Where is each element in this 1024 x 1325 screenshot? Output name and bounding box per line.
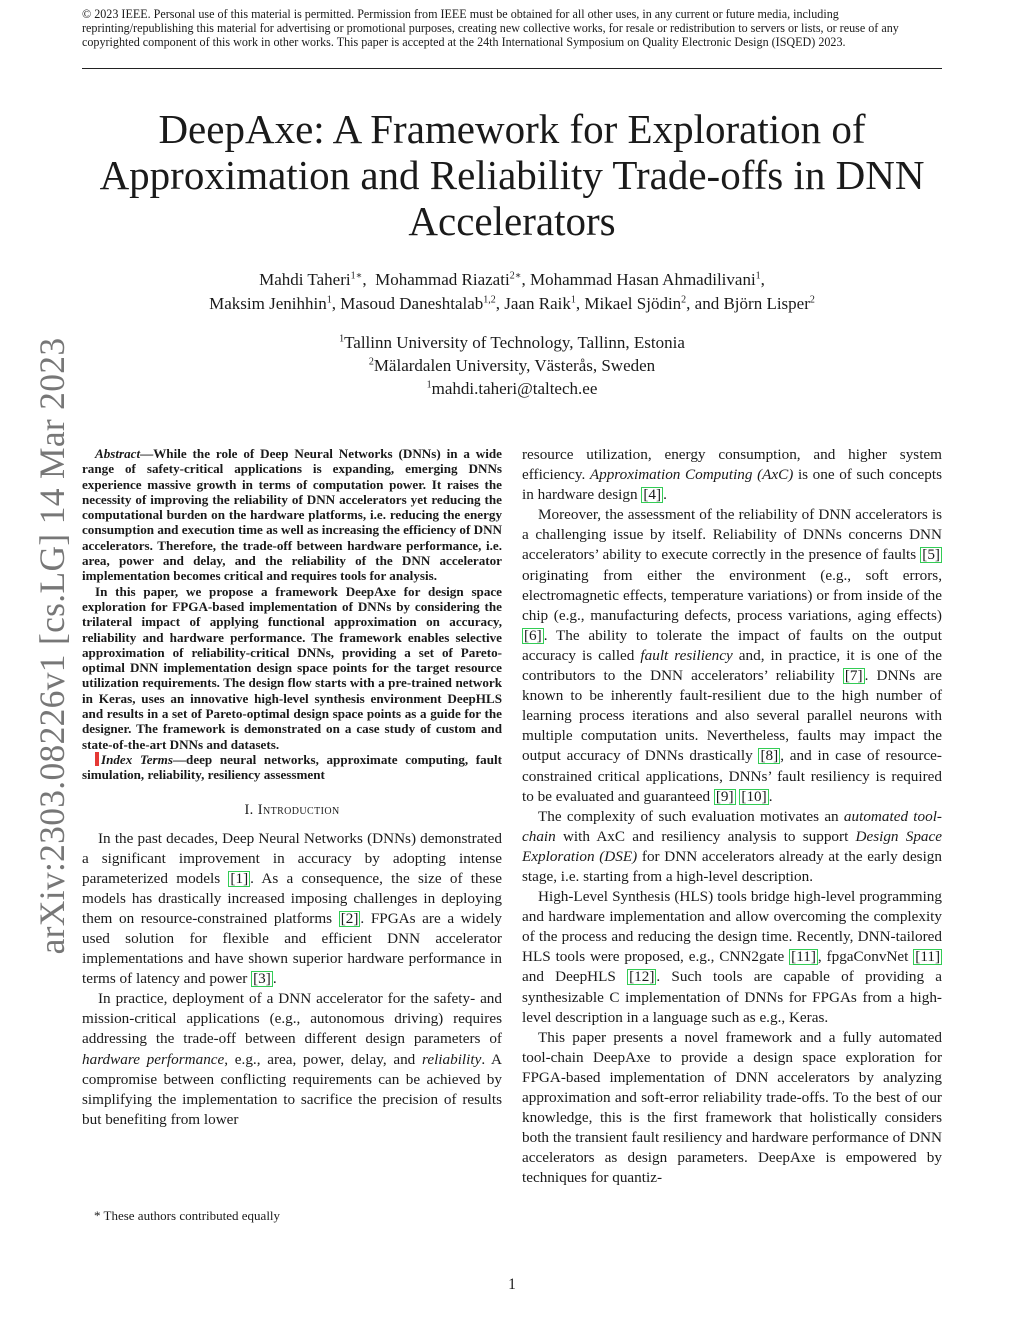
copyright-notice: © 2023 IEEE. Personal use of this material is permitted. Permission from IEEE must be obtained for all other uses, in any current or future media, including reprinting/republishing this material for advertising or promotional purposes, creating new collective works, for resale or redistribution to servers or lists, or reuse of any copyrighted component of this work in other works. This paper is accepted at the 24th International Symposium on Quality Electronic Design (ISQED) 2023.	[82, 7, 899, 50]
page-number: 1	[508, 1276, 516, 1293]
affiliation-mark: 1	[426, 379, 432, 391]
text-run: .	[768, 787, 773, 805]
body-paragraph	[82, 829, 502, 990]
index-terms-text: —deep neural networks, approximate computing, fault simulation, reliability, resiliency assessment	[82, 751, 502, 783]
contact-email[interactable]: mahdi.taheri@taltech.ee	[431, 379, 598, 398]
affiliation-row	[82, 377, 942, 400]
author-name: Björn Lisper	[723, 294, 810, 313]
text-run: resource utilization, energy consumption, and higher system efficiency.	[522, 446, 942, 484]
author-row: Maksim Jenihhin$^1$, Masoud Daneshtalab$^{1,2}$, Jaan Raik$^1$, Mikael Sjödin$^2$, and Björn Lisper$^2$	[209, 294, 815, 313]
text-run: The complexity of such evaluation motivates an	[538, 807, 844, 825]
emphasis: Design Space Exploration (DSE)	[522, 827, 942, 865]
abstract-text: —While the role of Deep Neural Networks (DNNs) in a wide range of safety-critical applications is expanding, emerging DNNs experience massive growth in terms of computation power. It raises the necessity of improving the reliability of DNN accelerators yet reducing the computational burden on the hardware platforms, i.e. reducing the energy consumption and execution time as well as increasing the efficiency of DNN accelerators. Therefore, the trade-off between hardware performance, i.e. area, power and delay, and the reliability of the DNN accelerator implementation becomes critical and requires tools for analysis.	[82, 446, 502, 584]
footnote	[82, 1208, 502, 1224]
citation-link[interactable]: [6]	[524, 626, 542, 644]
right-column	[522, 445, 942, 1188]
citation-link[interactable]: [11]	[791, 948, 816, 966]
text-run: for DNN accelerators already at the early design stage, i.e. starting from a high-level description.	[522, 847, 942, 885]
citation-link[interactable]: [8]	[760, 747, 779, 765]
citation-link[interactable]: [11]	[915, 948, 941, 966]
annotation-marker-icon	[95, 752, 99, 766]
citation-link[interactable]: [7]	[844, 667, 863, 685]
emphasis: Approximation Computing (AxC)	[589, 466, 794, 484]
text-run: is one of such concepts in hardware design	[522, 466, 943, 504]
abstract-paragraph: In this paper, we propose a framework DeepAxe for design space exploration for FPGA-based implementation of DNNs by considering the trilateral impact of applying functional approximation on accuracy, reliability and hardware performance. The framework enables selective approximation of reliability-critical DNNs, providing a set of Pareto-optimal DNN implementation design space points for the target resource utilization requirements. The design flow starts with a pre-trained network in Keras, uses an innovative high-level synthesis environment DeepHLS and results in a set of Pareto-optimal design space points as a guide for the designer. The framework is demonstrated on a case study of custom and state-of-the-art DNNs and datasets.	[82, 583, 502, 752]
author-name: Mohammad Hasan Ahmadilivani	[529, 270, 756, 289]
citation-link[interactable]: [5]	[922, 546, 940, 564]
emphasis: fault resiliency	[640, 646, 733, 664]
citation-link[interactable]: [2]	[340, 909, 359, 927]
author-affil-mark: 2∗	[509, 270, 522, 282]
text-run: High-Level Synthesis (HLS) tools bridge high-level programming and hardware implementation and allow overcoming the complexity of the process and reducing the design time. Recently, DNN-tailored HLS tools were proposed, e.g., CNN2gate	[522, 888, 942, 966]
text-run: and, in practice, it is one of the contributors to the DNN accelerators’ reliability	[522, 646, 942, 685]
author-affil-mark: 2	[809, 294, 815, 306]
index-terms	[82, 752, 502, 783]
text-run: .	[663, 486, 667, 504]
author-affil-mark: 1,2	[483, 294, 496, 306]
author-name: Mahdi Taheri	[259, 270, 351, 289]
text-run: Moreover, the assessment of the reliability of DNN accelerators is a challenging issue by itself. Reliability of DNNs concerns DNN accelerators’ ability to execute correctly in the presence of faults	[522, 506, 942, 564]
affiliation-text: Mälardalen University, Västerås, Sweden	[373, 356, 656, 375]
author-name: Maksim Jenihhin	[209, 294, 327, 313]
text-run: , and in case of resource-constrained critical applications, DNNs’ fault resiliency is required to be evaluated and guaranteed	[522, 747, 942, 805]
affiliation-list	[82, 331, 942, 400]
text-run: and DeepHLS	[522, 968, 628, 986]
body-paragraph	[522, 445, 942, 505]
emphasis: reliability	[422, 1050, 482, 1068]
author-affil-mark: 1	[326, 294, 332, 306]
text-run: .	[272, 970, 277, 988]
text-run: originating from either the environment (e.g., soft errors, electromagnetic effects, temperature variations) or from inside of the chip (e.g., manufacturing defects, process variations, aging effects)	[522, 566, 942, 624]
text-run: . The ability to tolerate the impact of faults on the output accuracy is called	[522, 626, 942, 664]
body-paragraph	[522, 807, 942, 887]
body-paragraph: This paper presents a novel framework and a fully automated tool-chain DeepAxe to provide a design space exploration for FPGA-based implementation of DNN accelerators by analyzing approximation and soft-error reliability trade-offs. To the best of our knowledge, this is the first framework that holistically considers both the transient fault resiliency and hardware performance of DNN accelerators as design parameters. DeepAxe is empowered by techniques for quantiz-	[522, 1028, 942, 1187]
author-name: Mikael Sjödin	[584, 294, 682, 313]
arxiv-stamp-text: arXiv:2303.08226v1 [cs.LG] 14 Mar 2023	[32, 337, 72, 955]
citation-link[interactable]: [1]	[230, 869, 249, 887]
affiliation-row	[82, 331, 942, 354]
text-run: with AxC and resiliency analysis to support	[555, 827, 856, 845]
index-terms-label: Index Terms	[101, 751, 173, 767]
author-affil-mark: 1∗	[350, 270, 363, 282]
paper-title	[82, 106, 942, 244]
text-run: . As a consequence, the size of these models has drastically increased imposing challenges in deploying them on resource-constrained platforms	[82, 869, 503, 927]
body-paragraph	[522, 505, 942, 806]
section-heading: I. Introduction	[244, 801, 340, 818]
text-run: . DNNs are known to be inherently fault-resilient due to the high number of learning process iterations and also several parallel neurons with multiple computation units. Nevertheless, faults may impact the output accuracy of DNNs drastically	[522, 667, 942, 765]
citation-link[interactable]: [12]	[629, 968, 655, 986]
author-name: Mohammad Riazati	[375, 270, 510, 289]
author-affil-mark: 1	[755, 270, 761, 282]
author-affil-mark: 2	[681, 294, 687, 306]
abstract-paragraph	[82, 446, 502, 584]
author-name: Masoud Daneshtalab	[340, 294, 484, 313]
author-affil-mark: 1	[570, 294, 576, 306]
text-run: . A compromise between conflicting requirements can be achieved by simplifying the implementation to sacrifice the precision of results but benefiting from lower	[82, 1050, 502, 1128]
citation-link[interactable]: [4]	[643, 486, 662, 504]
author-name: Jaan Raik	[504, 294, 571, 313]
footnote-text: * These authors contributed equally	[94, 1208, 281, 1223]
author-row: Mahdi Taheri$^{1∗}$, Mohammad Riazati$^{2∗}$, Mohammad Hasan Ahmadilivani$^1$,	[259, 270, 765, 289]
citation-link[interactable]: [3]	[253, 970, 271, 988]
title-line: Approximation and Reliability Trade-offs in DNN	[99, 152, 925, 198]
affiliation-mark: 1	[339, 333, 345, 345]
citation-link[interactable]: [10]	[741, 787, 767, 805]
body-paragraph	[522, 887, 942, 1028]
title-line: DeepAxe: A Framework for Exploration of	[158, 106, 866, 152]
author-list	[82, 268, 942, 316]
text-run: , e.g., area, power, delay, and	[224, 1050, 422, 1068]
text-run: . Such tools are capable of providing a synthesizable C implementation of DNNs for FPGAs from a high-level description in a language such as e.g., Keras.	[522, 968, 942, 1026]
abstract-label: Abstract	[95, 446, 141, 461]
affiliation-row	[82, 354, 942, 377]
header-rule	[82, 68, 942, 69]
citation-link[interactable]: [9]	[715, 787, 734, 805]
affiliation-mark: 2	[368, 356, 374, 368]
title-line: Accelerators	[408, 198, 616, 244]
emphasis: hardware performance	[82, 1050, 225, 1068]
text-run: In the past decades, Deep Neural Networks (DNNs) demonstrated a significant improvement in accuracy by adopting intense parameterized models	[82, 829, 502, 887]
left-column	[82, 446, 502, 1130]
emphasis: automated tool-chain	[522, 807, 942, 845]
text-run: In practice, deployment of a DNN accelerator for the safety- and mission-critical applications (e.g., autonomous driving) requires addressing the trade-off between different design parameters of	[82, 990, 502, 1048]
affiliation-text: Tallinn University of Technology, Tallinn, Estonia	[344, 333, 685, 352]
arxiv-stamp	[29, 337, 75, 955]
text-run: . FPGAs are a widely used solution for flexible and efficient DNN accelerator implementations and have shown superior hardware performance in terms of latency and power	[82, 909, 503, 988]
text-run: , fpgaConvNet	[817, 948, 914, 966]
body-paragraph	[82, 989, 502, 1130]
